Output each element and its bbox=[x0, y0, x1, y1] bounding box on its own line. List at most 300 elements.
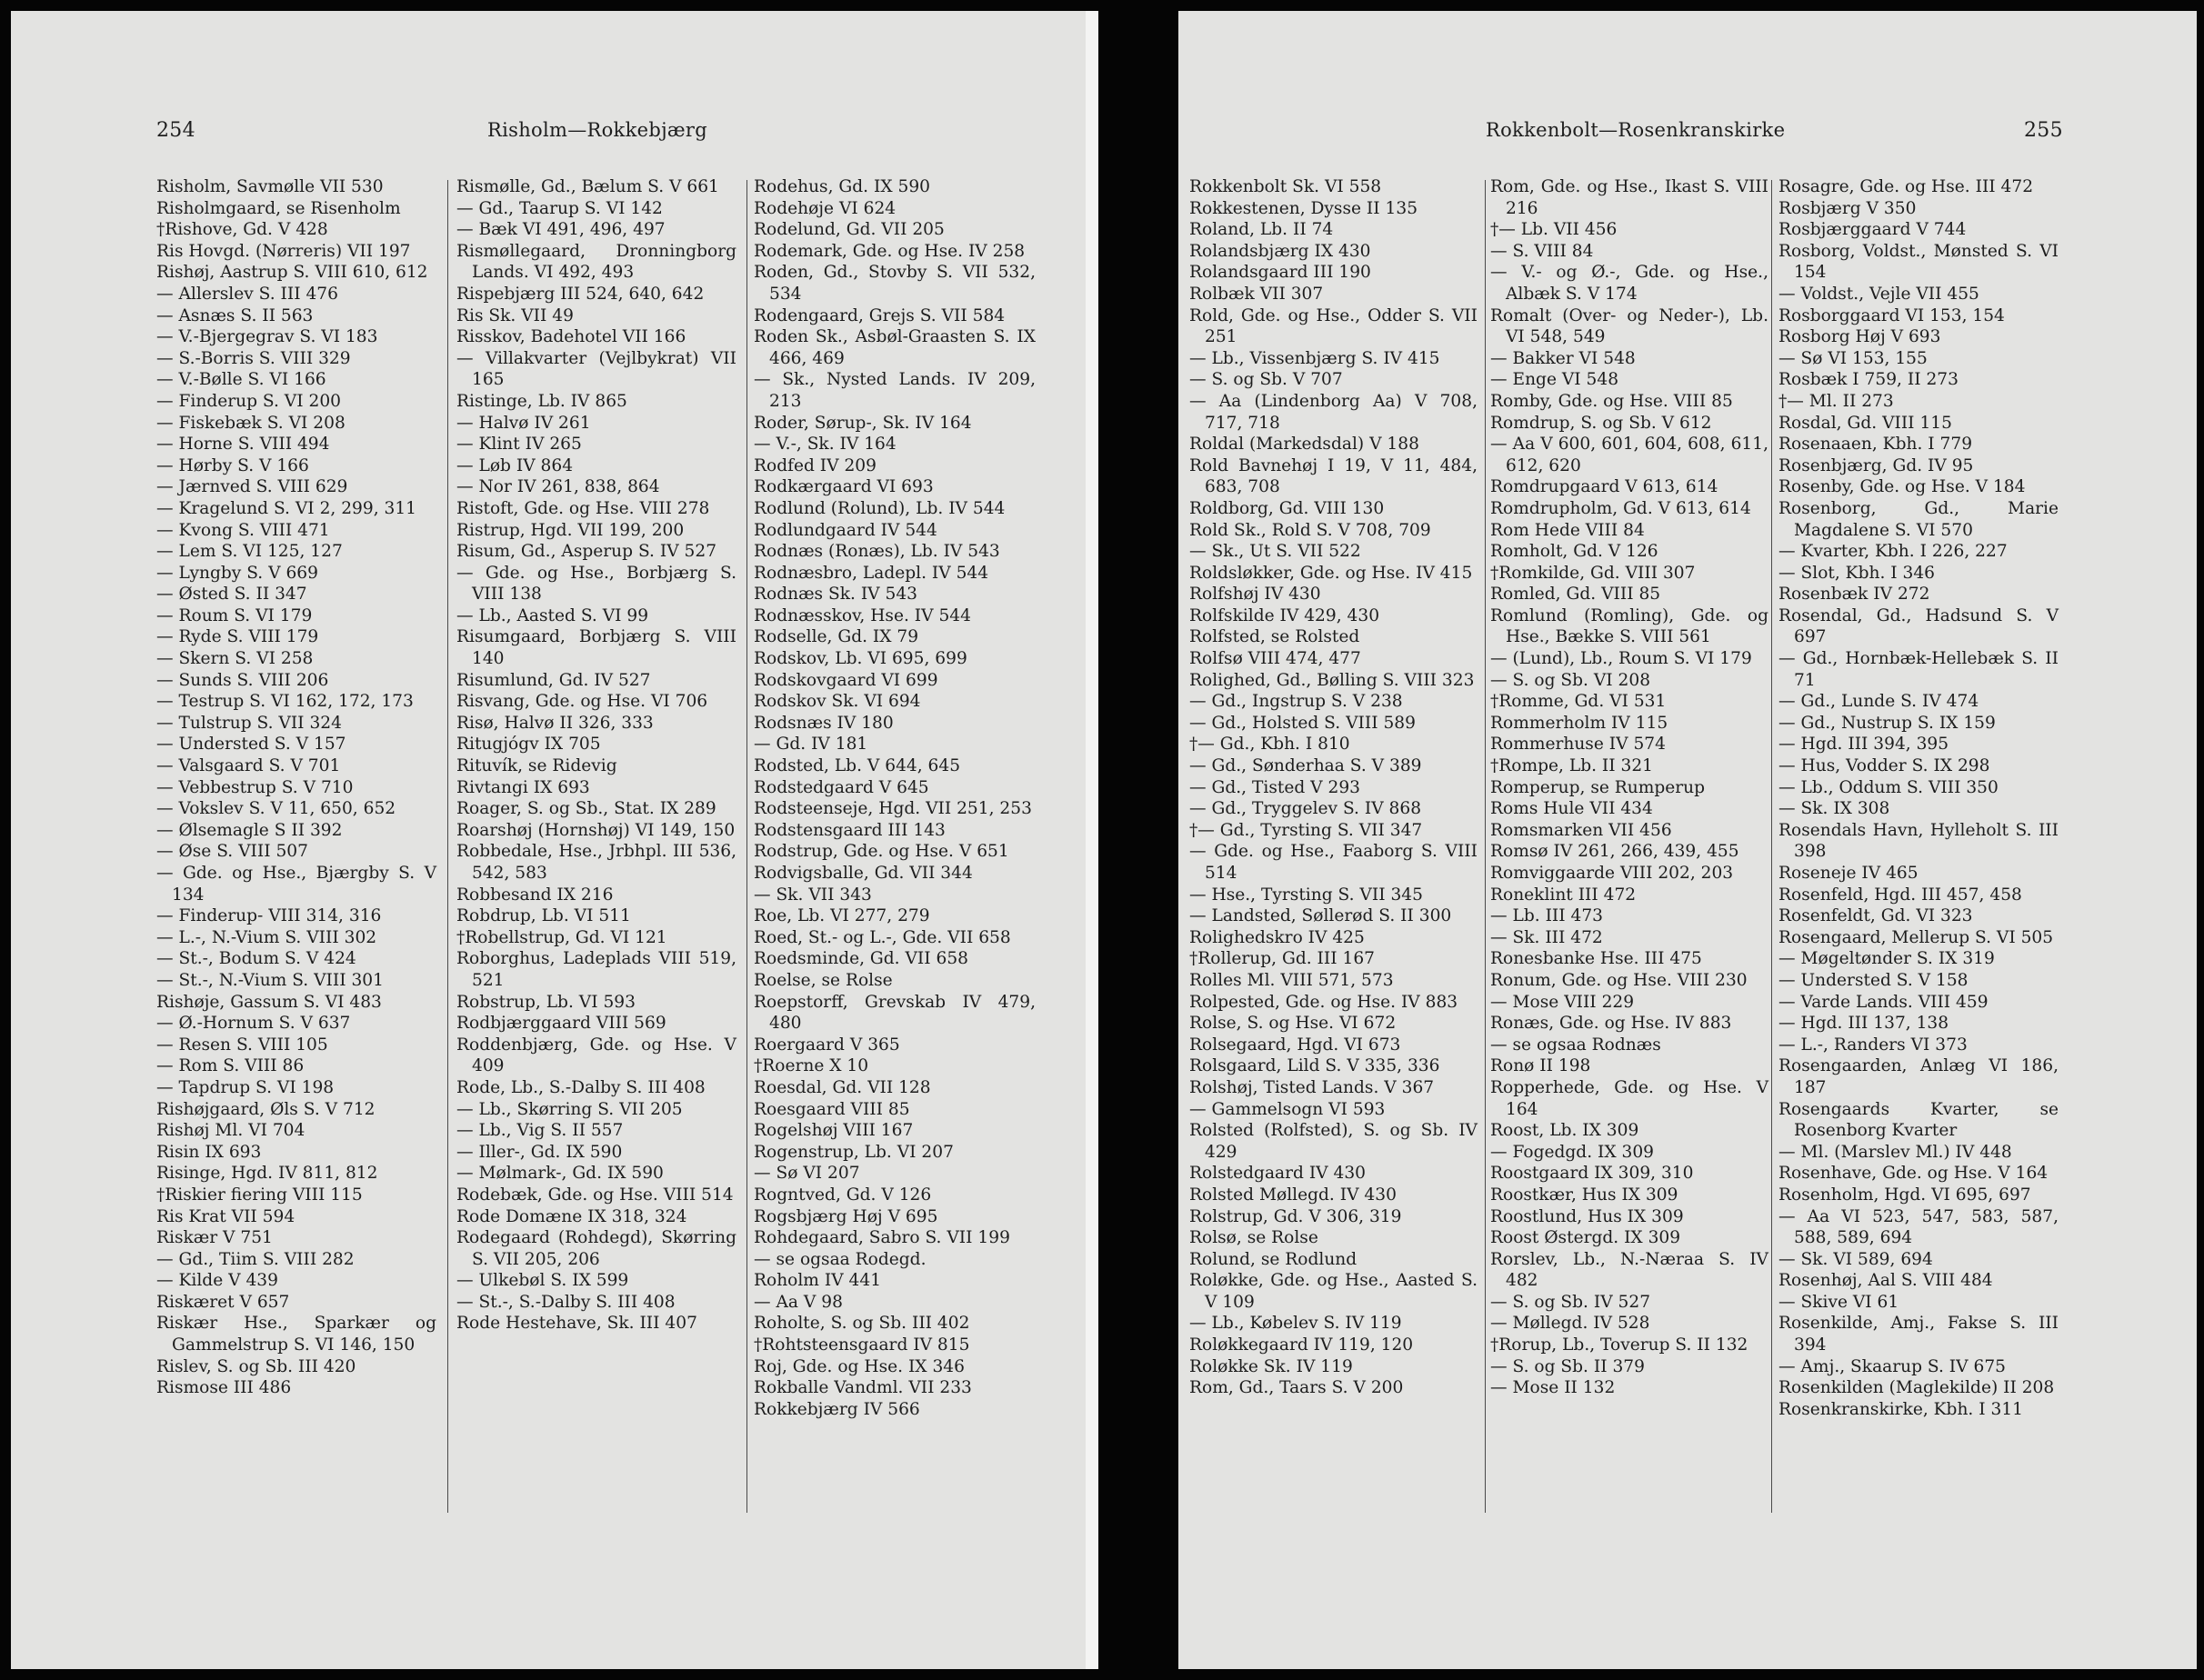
index-entry: — Tulstrup S. VII 324 bbox=[156, 713, 342, 733]
index-entry: — Enge VI 548 bbox=[1490, 370, 1619, 390]
index-entry: Roe, Lb. VI 277, 279 bbox=[754, 906, 930, 926]
index-entry: Rodvigsballe, Gd. VII 344 bbox=[754, 864, 973, 883]
index-entry: — Gd., Tryggelev S. IV 868 bbox=[1189, 799, 1422, 819]
index-entry: Rosenhøj, Aal S. VIII 484 bbox=[1778, 1271, 1993, 1291]
index-entry: — Lb., Aasted S. VI 99 bbox=[456, 605, 649, 625]
index-entry: — Landsted, Søllerød S. II 300 bbox=[1189, 906, 1452, 926]
index-entry: Rodkærgaard VI 693 bbox=[754, 477, 934, 497]
index-entry: — Lb., Oddum S. VIII 350 bbox=[1778, 777, 1999, 797]
index-entry: †Romkilde, Gd. VIII 307 bbox=[1490, 563, 1696, 583]
index-entry: — Fogedgd. IX 309 bbox=[1490, 1142, 1654, 1162]
index-entry: Risholmgaard, se Risenholm bbox=[156, 198, 401, 218]
index-entry: Rodehus, Gd. IX 590 bbox=[754, 177, 930, 196]
index-entry: Risum, Gd., Asperup S. IV 527 bbox=[456, 542, 717, 562]
index-entry: Rokkebjærg IV 566 bbox=[754, 1399, 920, 1419]
index-entry: Rosbjærg V 350 bbox=[1778, 198, 1917, 218]
index-entry: †— Gd., Kbh. I 810 bbox=[1189, 735, 1350, 755]
index-entry: — Skern S. VI 258 bbox=[156, 649, 314, 669]
index-entry: Roholm IV 441 bbox=[754, 1271, 882, 1291]
index-entry: Ris Sk. VII 49 bbox=[456, 305, 574, 325]
index-entry: — Sk., Ut S. VII 522 bbox=[1189, 542, 1361, 562]
left-page bbox=[11, 11, 1086, 1669]
index-entry: Rolbæk VII 307 bbox=[1189, 284, 1324, 304]
index-entry: Rolighed, Gd., Bølling S. VIII 323 bbox=[1189, 670, 1475, 690]
index-entry: †Rohtsteensgaard IV 815 bbox=[754, 1335, 970, 1355]
index-entry: — Roum S. VI 179 bbox=[156, 605, 313, 625]
index-entry: †— Gd., Tyrsting S. VII 347 bbox=[1189, 820, 1423, 840]
index-entry: Risumlund, Gd. IV 527 bbox=[456, 670, 651, 690]
index-entry: — Iller-, Gd. IX 590 bbox=[456, 1142, 623, 1162]
index-entry: — Amj., Skaarup S. IV 675 bbox=[1778, 1356, 2006, 1376]
index-entry: Rishøjgaard, Øls S. V 712 bbox=[156, 1099, 376, 1119]
index-entry: Rodsteenseje, Hgd. VII 251, 253 bbox=[754, 799, 1032, 819]
index-entry: Rosengaarden, Anlæg VI 186, 187 bbox=[1778, 1056, 2059, 1097]
index-entry: — Lb., Vissenbjærg S. IV 415 bbox=[1189, 348, 1440, 368]
index-entry: Rolfsted, se Rolsted bbox=[1189, 627, 1360, 647]
index-entry: Rosenkranskirke, Kbh. I 311 bbox=[1778, 1399, 2024, 1419]
index-entry: Rosengaards Kvarter, se Rosenborg Kvarter bbox=[1778, 1099, 2059, 1141]
index-entry: — Sunds S. VIII 206 bbox=[156, 670, 329, 690]
index-entry: Ronæs, Gde. og Hse. IV 883 bbox=[1490, 1014, 1732, 1034]
index-entry: — Gd., Holsted S. VIII 589 bbox=[1189, 713, 1416, 733]
index-entry: — S. og Sb. II 379 bbox=[1490, 1356, 1645, 1376]
index-entry: — Gd., Ingstrup S. V 238 bbox=[1189, 692, 1403, 712]
index-entry: Rodsted, Lb. V 644, 645 bbox=[754, 756, 961, 776]
index-entry: †Rompe, Lb. II 321 bbox=[1490, 756, 1654, 776]
index-entry: Rolshøj, Tisted Lands. V 367 bbox=[1189, 1077, 1435, 1097]
index-entry: — Resen S. VIII 105 bbox=[156, 1035, 328, 1055]
index-entry: Romby, Gde. og Hse. VIII 85 bbox=[1490, 391, 1733, 411]
index-entry: Roborghus, Ladeplads VIII 519, 521 bbox=[456, 949, 736, 990]
index-entry: Ronø II 198 bbox=[1490, 1056, 1591, 1076]
index-entry: — Jærnved S. VIII 629 bbox=[156, 477, 348, 497]
index-entry: Roostlund, Hus IX 309 bbox=[1490, 1206, 1684, 1226]
index-entry: Rold Bavnehøj I 19, V 11, 484, 683, 708 bbox=[1189, 455, 1478, 497]
index-entry: — Tapdrup S. VI 198 bbox=[156, 1077, 335, 1097]
running-head: Rokkenbolt—Rosenkranskirke bbox=[1486, 119, 1786, 141]
index-entry: Rorslev, Lb., N.-Næraa S. IV 482 bbox=[1490, 1249, 1768, 1291]
index-entry: — Gammelsogn VI 593 bbox=[1189, 1099, 1386, 1119]
index-entry: — S. og Sb. V 707 bbox=[1189, 370, 1343, 390]
index-entry: Rodstensgaard III 143 bbox=[754, 820, 946, 840]
index-entry: Romdrup, S. og Sb. V 612 bbox=[1490, 413, 1712, 433]
index-entry: †Romme, Gd. VI 531 bbox=[1490, 692, 1667, 712]
index-entry: Roms Hule VII 434 bbox=[1490, 799, 1653, 819]
column-rule bbox=[1771, 180, 1772, 1513]
index-entry: — Gd., Tisted V 293 bbox=[1189, 777, 1360, 797]
index-entry: — Klint IV 265 bbox=[456, 435, 582, 455]
index-entry: Roelse, se Rolse bbox=[754, 970, 893, 990]
index-entry: Romperup, se Rumperup bbox=[1490, 777, 1706, 797]
index-entry: Romdrupgaard V 613, 614 bbox=[1490, 477, 1718, 497]
index-entry: Rogntved, Gd. V 126 bbox=[754, 1185, 932, 1205]
index-entry: — L.-, Randers VI 373 bbox=[1778, 1035, 1968, 1055]
index-entry: — Vokslev S. V 11, 650, 652 bbox=[156, 799, 396, 819]
index-entry: Rosenkilde, Amj., Fakse S. III 394 bbox=[1778, 1314, 2059, 1355]
index-entry: Rold Sk., Rold S. V 708, 709 bbox=[1189, 520, 1431, 540]
index-entry: Rosdal, Gd. VIII 115 bbox=[1778, 413, 1952, 433]
index-entry: — Understed S. V 157 bbox=[156, 735, 346, 755]
index-entry: Rosenkilden (Maglekilde) II 208 bbox=[1778, 1378, 2055, 1398]
index-entry: — Hus, Vodder S. IX 298 bbox=[1778, 756, 1990, 776]
index-entry: Ris Krat VII 594 bbox=[156, 1206, 296, 1226]
index-entry: Rosbjærggaard V 744 bbox=[1778, 220, 1967, 240]
index-entry: Roostgaard IX 309, 310 bbox=[1490, 1164, 1694, 1184]
index-entry: Roost Østergd. IX 309 bbox=[1490, 1228, 1681, 1248]
index-entry: Rohdegaard, Sabro S. VII 199 bbox=[754, 1228, 1010, 1248]
index-entry: Rodnæsbro, Ladepl. IV 544 bbox=[754, 563, 989, 583]
index-entry: Roarshøj (Hornshøj) VI 149, 150 bbox=[456, 820, 736, 840]
index-entry: Rogelshøj VIII 167 bbox=[754, 1121, 914, 1141]
index-entry: Rodlund (Rolund), Lb. IV 544 bbox=[754, 498, 1006, 518]
index-entry: — Voldst., Vejle VII 455 bbox=[1778, 284, 1979, 304]
index-entry: — Kilde V 439 bbox=[156, 1271, 278, 1291]
index-entry: Rodskov, Lb. VI 695, 699 bbox=[754, 649, 967, 669]
index-entry: — Ø.-Hornum S. V 637 bbox=[156, 1014, 351, 1034]
index-entry: Rislev, S. og Sb. III 420 bbox=[156, 1356, 356, 1376]
index-entry: Rosbæk I 759, II 273 bbox=[1778, 370, 1959, 390]
index-entry: — V.-, Sk. IV 164 bbox=[754, 435, 897, 455]
index-entry: Rolsted Møllegd. IV 430 bbox=[1189, 1185, 1397, 1205]
index-entry: — Aa V 98 bbox=[754, 1292, 843, 1312]
index-entry: — Sk. IX 308 bbox=[1778, 799, 1890, 819]
index-entry: — Gde. og Hse., Borbjærg S. VIII 138 bbox=[456, 563, 736, 605]
index-entry: — Mose VIII 229 bbox=[1490, 992, 1635, 1012]
index-entry: Roost, Lb. IX 309 bbox=[1490, 1121, 1639, 1141]
index-entry: — Aa V 600, 601, 604, 608, 611, 612, 620 bbox=[1490, 435, 1768, 475]
index-entry: Rolandsbjærg IX 430 bbox=[1189, 241, 1371, 261]
index-entry: Romalt (Over- og Neder-), Lb. VI 548, 549 bbox=[1490, 305, 1768, 347]
index-entry: Rosengaard, Mellerup S. VI 505 bbox=[1778, 927, 2054, 947]
index-entry: — Mose II 132 bbox=[1490, 1378, 1616, 1398]
index-entry: Rokkestenen, Dysse II 135 bbox=[1189, 198, 1418, 218]
index-entry: Rodskov Sk. VI 694 bbox=[754, 692, 921, 712]
index-entry: Romlund (Romling), Gde. og Hse., Bække S. VIII 561 bbox=[1490, 605, 1768, 647]
index-entry: Rodnæsskov, Hse. IV 544 bbox=[754, 605, 971, 625]
index-entry: Rosendal, Gd., Hadsund S. V 697 bbox=[1778, 605, 2059, 647]
index-entry: Roldsløkker, Gde. og Hse. IV 415 bbox=[1189, 563, 1473, 583]
index-entry: — (Lund), Lb., Roum S. VI 179 bbox=[1490, 649, 1752, 669]
index-entry: Rold, Gde. og Hse., Odder S. VII 251 bbox=[1189, 305, 1478, 347]
index-entry: — Hse., Tyrsting S. VII 345 bbox=[1189, 885, 1423, 905]
index-entry: Roesdal, Gd. VII 128 bbox=[754, 1077, 931, 1097]
index-entry: Riskæret V 657 bbox=[156, 1292, 290, 1312]
index-entry: Rismøllegaard, Dronningborg Lands. VI 492, 493 bbox=[456, 241, 736, 283]
running-head: Risholm—Rokkebjærg bbox=[487, 119, 708, 141]
index-entry: — Lyngby S. V 669 bbox=[156, 563, 318, 583]
index-entry: Risin IX 693 bbox=[156, 1142, 262, 1162]
index-entry: Rolsegaard, Hgd. VI 673 bbox=[1189, 1035, 1401, 1055]
index-entry: Robbedale, Hse., Jrbhpl. III 536, 542, 583 bbox=[456, 842, 736, 883]
index-entry: Ropperhede, Gde. og Hse. V 164 bbox=[1490, 1077, 1768, 1119]
index-entry: Romdrupholm, Gd. V 613, 614 bbox=[1490, 498, 1751, 518]
index-entry: Rodselle, Gd. IX 79 bbox=[754, 627, 919, 647]
index-entry: — Valsgaard S. V 701 bbox=[156, 756, 341, 776]
index-entry: — Ryde S. VIII 179 bbox=[156, 627, 319, 647]
index-entry: — S.-Borris S. VIII 329 bbox=[156, 348, 351, 368]
index-entry: Roesgaard VIII 85 bbox=[754, 1099, 910, 1119]
index-entry: †Robellstrup, Gd. VI 121 bbox=[456, 927, 667, 947]
index-entry: Roland, Lb. II 74 bbox=[1189, 220, 1334, 240]
index-entry: — Hgd. III 137, 138 bbox=[1778, 1014, 1949, 1034]
index-entry: — Ml. (Marslev Ml.) IV 448 bbox=[1778, 1142, 2012, 1162]
index-entry: Roepstorff, Grevskab IV 479, 480 bbox=[754, 992, 1036, 1034]
index-entry: Rituvík, se Ridevig bbox=[456, 756, 617, 776]
index-entry: — Sk. VI 589, 694 bbox=[1778, 1249, 1933, 1269]
index-entry: Rosborg Høj V 693 bbox=[1778, 327, 1941, 347]
index-entry: Rode, Lb., S.-Dalby S. III 408 bbox=[456, 1077, 706, 1097]
index-entry: — S. og Sb. IV 527 bbox=[1490, 1292, 1651, 1312]
index-entry: — Hgd. III 394, 395 bbox=[1778, 735, 1949, 755]
index-entry: Rosenholm, Hgd. VI 695, 697 bbox=[1778, 1185, 2031, 1205]
index-entry: Risinge, Hgd. IV 811, 812 bbox=[156, 1164, 378, 1184]
index-entry: Rommerhuse IV 574 bbox=[1490, 735, 1666, 755]
index-entry: — Gd., Hornbæk-Hellebæk S. II 71 bbox=[1778, 649, 2059, 690]
index-entry: — Allerslev S. III 476 bbox=[156, 284, 338, 304]
index-entry: Rosborggaard VI 153, 154 bbox=[1778, 305, 2005, 325]
index-entry: Rosenborg, Gd., Marie Magdalene S. VI 570 bbox=[1778, 498, 2059, 540]
index-entry: Rodegaard (Rohdegd), Skørring S. VII 205, 206 bbox=[456, 1228, 736, 1269]
index-entry: Robstrup, Lb. VI 593 bbox=[456, 992, 636, 1012]
index-entry: — Varde Lands. VIII 459 bbox=[1778, 992, 1989, 1012]
index-column-3 bbox=[754, 176, 1036, 1420]
index-entry: Roder, Sørup-, Sk. IV 164 bbox=[754, 413, 972, 433]
index-entry: Rolpested, Gde. og Hse. IV 883 bbox=[1189, 992, 1458, 1012]
index-entry: Roløkke Sk. IV 119 bbox=[1189, 1356, 1353, 1376]
index-entry: Ritugjógv IX 705 bbox=[456, 735, 601, 755]
index-entry: — St.-, N.-Vium S. VIII 301 bbox=[156, 970, 384, 990]
index-entry: — Kvong S. VIII 471 bbox=[156, 520, 330, 540]
index-entry: Rodengaard, Grejs S. VII 584 bbox=[754, 305, 1006, 325]
index-entry: — S. VIII 84 bbox=[1490, 241, 1594, 261]
index-entry: Ristoft, Gde. og Hse. VIII 278 bbox=[456, 498, 710, 518]
index-column-1 bbox=[156, 176, 436, 1399]
index-entry: Risholm, Savmølle VII 530 bbox=[156, 177, 384, 196]
index-entry: Riskær Hse., Sparkær og Gammelstrup S. VI 146, 150 bbox=[156, 1314, 436, 1355]
index-entry: †Roerne X 10 bbox=[754, 1056, 869, 1076]
index-entry: Romsmarken VII 456 bbox=[1490, 820, 1672, 840]
index-entry: Rishøj, Aastrup S. VIII 610, 612 bbox=[156, 263, 428, 283]
index-entry: †Riskier fiering VIII 115 bbox=[156, 1185, 363, 1205]
index-entry: — Aa VI 523, 547, 583, 587, 588, 589, 694 bbox=[1778, 1206, 2059, 1248]
index-column-3 bbox=[1778, 176, 2059, 1420]
index-entry: — Kragelund S. VI 2, 299, 311 bbox=[156, 498, 417, 518]
index-entry: †Rishove, Gd. V 428 bbox=[156, 220, 328, 240]
index-entry: — Gd., Nustrup S. IX 159 bbox=[1778, 713, 1996, 733]
index-entry: — Møllegd. IV 528 bbox=[1490, 1314, 1650, 1334]
index-entry: †Rorup, Lb., Toverup S. II 132 bbox=[1490, 1335, 1748, 1355]
index-entry: — Aa (Lindenborg Aa) V 708, 717, 718 bbox=[1189, 391, 1478, 433]
index-entry: Rom, Gd., Taars S. V 200 bbox=[1189, 1378, 1404, 1398]
index-entry: Rommerholm IV 115 bbox=[1490, 713, 1668, 733]
index-entry: — Gd., Lunde S. IV 474 bbox=[1778, 692, 1979, 712]
index-entry: Roedsminde, Gd. VII 658 bbox=[754, 949, 969, 969]
page-edge bbox=[1086, 11, 1098, 1669]
index-entry: Risskov, Badehotel VII 166 bbox=[456, 327, 686, 347]
index-entry: — Slot, Kbh. I 346 bbox=[1778, 563, 1936, 583]
index-entry: Rodstrup, Gde. og Hse. V 651 bbox=[754, 842, 1009, 862]
index-entry: Roddenbjærg, Gde. og Hse. V 409 bbox=[456, 1035, 736, 1076]
index-entry: Robbesand IX 216 bbox=[456, 885, 614, 905]
index-entry: — Sø VI 153, 155 bbox=[1778, 348, 1928, 368]
index-entry: — Sk., Nysted Lands. IV 209, 213 bbox=[754, 370, 1036, 411]
index-entry: Roldborg, Gd. VIII 130 bbox=[1189, 498, 1385, 518]
index-entry: Rokkenbolt Sk. VI 558 bbox=[1189, 177, 1382, 196]
index-entry: Rolighedskro IV 425 bbox=[1189, 927, 1365, 947]
index-entry: Rolfskilde IV 429, 430 bbox=[1189, 605, 1380, 625]
index-entry: Rosenfeld, Hgd. III 457, 458 bbox=[1778, 885, 2022, 905]
index-entry: Rosenfeldt, Gd. VI 323 bbox=[1778, 906, 1973, 926]
index-entry: — Sk. III 472 bbox=[1490, 927, 1603, 947]
index-entry: Roden Sk., Asbøl-Graasten S. IX 466, 469 bbox=[754, 327, 1036, 368]
index-entry: — Vebbestrup S. V 710 bbox=[156, 777, 354, 797]
index-entry: Risø, Halvø II 326, 333 bbox=[456, 713, 654, 733]
index-entry: Rismølle, Gd., Bælum S. V 661 bbox=[456, 177, 719, 196]
index-entry: Rolfsø VIII 474, 477 bbox=[1189, 649, 1361, 669]
index-entry: — se ogsaa Rodegd. bbox=[754, 1249, 927, 1269]
index-entry: Rolfshøj IV 430 bbox=[1189, 585, 1321, 605]
index-entry: Romled, Gd. VIII 85 bbox=[1490, 585, 1661, 605]
index-entry: Roløkkegaard IV 119, 120 bbox=[1189, 1335, 1414, 1355]
index-entry: Romholt, Gd. V 126 bbox=[1490, 542, 1658, 562]
index-entry: — Gde. og Hse., Bjærgby S. V 134 bbox=[156, 864, 436, 905]
index-entry: Rolstedgaard IV 430 bbox=[1189, 1164, 1367, 1184]
index-entry: Rispebjærg III 524, 640, 642 bbox=[456, 284, 705, 304]
index-entry: — Løb IV 864 bbox=[456, 455, 574, 475]
index-entry: Rolsgaard, Lild S. V 335, 336 bbox=[1189, 1056, 1440, 1076]
index-entry: Rosborg, Voldst., Mønsted S. VI 154 bbox=[1778, 241, 2059, 283]
index-entry: — Asnæs S. II 563 bbox=[156, 305, 314, 325]
page-number: 254 bbox=[156, 119, 195, 142]
index-entry: Roholte, S. og Sb. III 402 bbox=[754, 1314, 970, 1334]
index-entry: — Fiskebæk S. VI 208 bbox=[156, 413, 346, 433]
index-entry: Rosenaaen, Kbh. I 779 bbox=[1778, 435, 1973, 455]
index-entry: — Sk. VII 343 bbox=[754, 885, 872, 905]
index-entry: — Øse S. VIII 507 bbox=[156, 842, 308, 862]
index-entry: Rode Domæne IX 318, 324 bbox=[456, 1206, 687, 1226]
index-entry: — V.-Bølle S. VI 166 bbox=[156, 370, 326, 390]
index-entry: Rolandsgaard III 190 bbox=[1189, 263, 1371, 283]
index-entry: Rosenby, Gde. og Hse. V 184 bbox=[1778, 477, 2026, 497]
index-entry: Rolles Ml. VIII 571, 573 bbox=[1189, 970, 1394, 990]
index-entry: Ronum, Gde. og Hse. VIII 230 bbox=[1490, 970, 1748, 990]
index-entry: Roden, Gd., Stovby S. VII 532, 534 bbox=[754, 263, 1036, 304]
index-entry: — St.-, Bodum S. V 424 bbox=[156, 949, 356, 969]
index-entry: — St.-, S.-Dalby S. III 408 bbox=[456, 1292, 676, 1312]
index-entry: Rodehøje VI 624 bbox=[754, 198, 897, 218]
index-entry: Romviggaarde VIII 202, 203 bbox=[1490, 864, 1734, 883]
index-entry: — Rom S. VIII 86 bbox=[156, 1056, 305, 1076]
index-entry: Roergaard V 365 bbox=[754, 1035, 900, 1055]
column-rule bbox=[1485, 180, 1486, 1513]
index-entry: Rismose III 486 bbox=[156, 1378, 292, 1398]
index-entry: Rodelund, Gd. VII 205 bbox=[754, 220, 945, 240]
index-entry: — Lb., Skørring S. VII 205 bbox=[456, 1099, 683, 1119]
index-entry: — Halvø IV 261 bbox=[456, 413, 591, 433]
index-entry: — V.- og Ø.-, Gde. og Hse., Albæk S. V 174 bbox=[1490, 263, 1768, 304]
index-entry: Rogenstrup, Lb. VI 207 bbox=[754, 1142, 954, 1162]
index-entry: Romsø IV 261, 266, 439, 455 bbox=[1490, 842, 1739, 862]
index-entry: — Gd. IV 181 bbox=[754, 735, 868, 755]
index-entry: Roostkær, Hus IX 309 bbox=[1490, 1185, 1678, 1205]
index-entry: Rolstrup, Gd. V 306, 319 bbox=[1189, 1206, 1402, 1226]
index-entry: Roj, Gde. og Hse. IX 346 bbox=[754, 1356, 965, 1376]
index-entry: Rosendals Havn, Hylleholt S. III 398 bbox=[1778, 820, 2059, 862]
index-entry: Ris Hovgd. (Nørreris) VII 197 bbox=[156, 241, 411, 261]
index-entry: — V.-Bjergegrav S. VI 183 bbox=[156, 327, 378, 347]
index-entry: — Mølmark-, Gd. IX 590 bbox=[456, 1164, 664, 1184]
index-entry: Rolsø, se Rolse bbox=[1189, 1228, 1318, 1248]
index-entry: Rolsted (Rolfsted), S. og Sb. IV 429 bbox=[1189, 1121, 1478, 1162]
index-entry: — Horne S. VIII 494 bbox=[156, 435, 330, 455]
index-entry: Rom, Gde. og Hse., Ikast S. VIII 216 bbox=[1490, 177, 1768, 218]
index-entry: Rosenbæk IV 272 bbox=[1778, 585, 1930, 605]
index-entry: Roseneje IV 465 bbox=[1778, 864, 1918, 883]
index-entry: — Gd., Tiim S. VIII 282 bbox=[156, 1249, 355, 1269]
index-entry: Ristrup, Hgd. VII 199, 200 bbox=[456, 520, 685, 540]
index-entry: Roløkke, Gde. og Hse., Aasted S. V 109 bbox=[1189, 1271, 1478, 1312]
index-entry: — Gd., Sønderhaa S. V 389 bbox=[1189, 756, 1422, 776]
index-entry: Rogsbjærg Høj V 695 bbox=[754, 1206, 938, 1226]
index-entry: — L.-, N.-Vium S. VIII 302 bbox=[156, 927, 377, 947]
index-entry: Rosenhave, Gde. og Hse. V 164 bbox=[1778, 1164, 2049, 1184]
index-entry: — Hørby S. V 166 bbox=[156, 455, 309, 475]
index-entry: — Finderup- VIII 314, 316 bbox=[156, 906, 382, 926]
index-entry: — Bakker VI 548 bbox=[1490, 348, 1636, 368]
index-entry: †— Lb. VII 456 bbox=[1490, 220, 1618, 240]
index-entry: Rosagre, Gde. og Hse. III 472 bbox=[1778, 177, 2034, 196]
index-entry: — se ogsaa Rodnæs bbox=[1490, 1035, 1661, 1055]
index-entry: Rolse, S. og Hse. VI 672 bbox=[1189, 1014, 1397, 1034]
index-entry: — Skive VI 61 bbox=[1778, 1292, 1899, 1312]
index-entry: Rodemark, Gde. og Hse. IV 258 bbox=[754, 241, 1026, 261]
index-entry: — Villakvarter (Vejlbykrat) VII 165 bbox=[456, 348, 736, 390]
index-entry: — Bæk VI 491, 496, 497 bbox=[456, 220, 666, 240]
index-entry: Rodnæs (Ronæs), Lb. IV 543 bbox=[754, 542, 1000, 562]
index-entry: Roneklint III 472 bbox=[1490, 885, 1637, 905]
index-entry: Roldal (Markedsdal) V 188 bbox=[1189, 435, 1419, 455]
index-entry: — Møgeltønder S. IX 319 bbox=[1778, 949, 1995, 969]
index-entry: — S. og Sb. VI 208 bbox=[1490, 670, 1651, 690]
index-entry: Rodsnæs IV 180 bbox=[754, 713, 894, 733]
index-entry: Rodstedgaard V 645 bbox=[754, 777, 929, 797]
index-entry: — Ølsemagle S II 392 bbox=[156, 820, 343, 840]
index-entry: — Lb., Købelev S. IV 119 bbox=[1189, 1314, 1402, 1334]
index-entry: — Gde. og Hse., Faaborg S. VIII 514 bbox=[1189, 842, 1478, 883]
index-entry: — Finderup S. VI 200 bbox=[156, 391, 341, 411]
index-column-2 bbox=[456, 176, 736, 1335]
index-entry: †Rollerup, Gd. III 167 bbox=[1189, 949, 1375, 969]
column-rule bbox=[447, 180, 448, 1513]
column-rule bbox=[746, 180, 747, 1513]
index-entry: Rolund, se Rodlund bbox=[1189, 1249, 1357, 1269]
index-entry: — Ulkebøl S. IX 599 bbox=[456, 1271, 629, 1291]
index-entry: Risumgaard, Borbjærg S. VIII 140 bbox=[456, 627, 736, 669]
index-entry: — Testrup S. VI 162, 172, 173 bbox=[156, 692, 414, 712]
index-column-1 bbox=[1189, 176, 1478, 1399]
index-entry: Risvang, Gde. og Hse. VI 706 bbox=[456, 692, 708, 712]
index-entry: — Kvarter, Kbh. I 226, 227 bbox=[1778, 542, 2008, 562]
index-entry: — Lem S. VI 125, 127 bbox=[156, 542, 343, 562]
index-entry: — Gd., Taarup S. VI 142 bbox=[456, 198, 663, 218]
index-entry: — Sø VI 207 bbox=[754, 1164, 860, 1184]
index-entry: — Østed S. II 347 bbox=[156, 585, 307, 605]
right-page bbox=[1178, 11, 2197, 1669]
index-entry: — Lb. III 473 bbox=[1490, 906, 1604, 926]
index-entry: Rishøj Ml. VI 704 bbox=[156, 1121, 306, 1141]
index-entry: Rivtangi IX 693 bbox=[456, 777, 590, 797]
index-entry: — Understed S. V 158 bbox=[1778, 970, 1969, 990]
